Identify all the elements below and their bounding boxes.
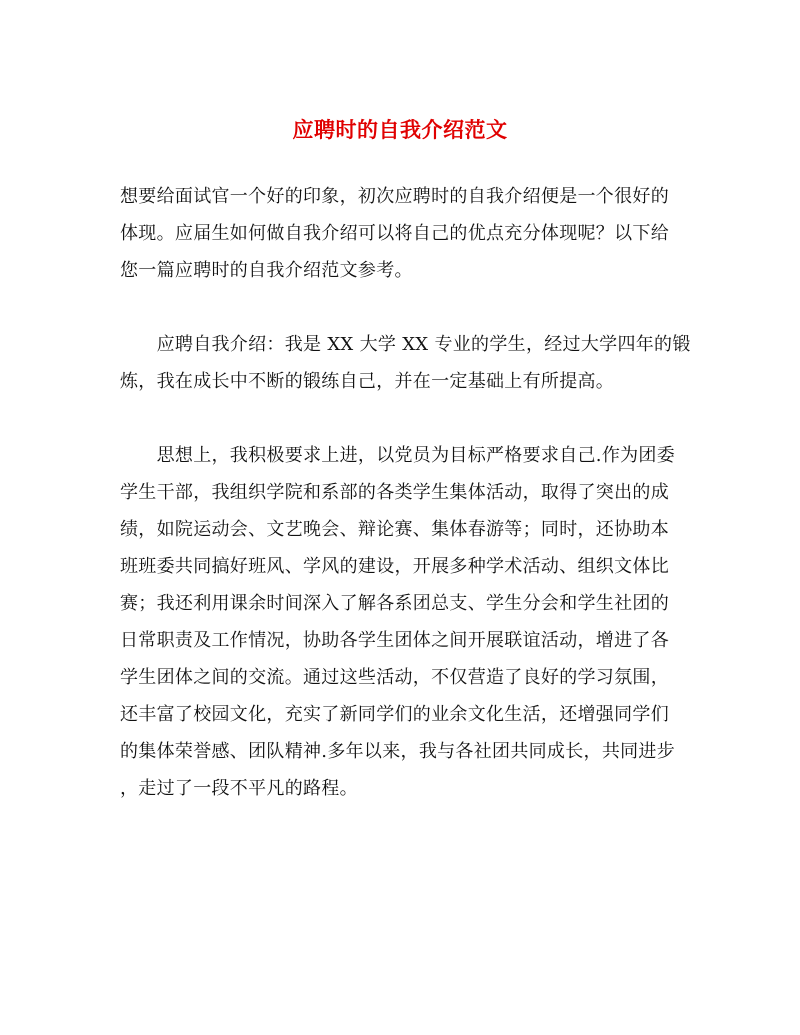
text-line: 班班委共同搞好班风、学风的建设，开展多种学术活动、组织文体比 [120, 556, 669, 577]
text-line: 体现。应届生如何做自我介绍可以将自己的优点充分体现呢？以下给 [120, 223, 669, 244]
document-title: 应聘时的自我介绍范文 [292, 117, 508, 142]
text-line: 想要给面试官一个好的印象，初次应聘时的自我介绍便是一个很好的 [120, 186, 669, 207]
text-line: 应聘自我介绍：我是 XX 大学 XX 专业的学生，经过大学四年的锻 [120, 334, 691, 355]
text-line: ，走过了一段不平凡的路程。 [120, 778, 358, 799]
text-line: 的集体荣誉感、团队精神.多年以来，我与各社团共同成长，共同进步 [120, 741, 676, 762]
document-body [120, 178, 691, 807]
text-line: 还丰富了校园文化，充实了新同学们的业余文化生活，还增强同学们 [120, 704, 669, 725]
text-line: 炼，我在成长中不断的锻练自己，并在一定基础上有所提高。 [120, 371, 615, 392]
paragraph-self-introduction [120, 326, 691, 400]
paragraph-intro [120, 178, 680, 289]
text-line: 日常职责及工作情况，协助各学生团体之间开展联谊活动，增进了各 [120, 630, 669, 651]
paragraph-gap [120, 289, 680, 326]
text-line: 学生团体之间的交流。通过这些活动，不仅营造了良好的学习氛围， [120, 667, 669, 688]
paragraph-gap [120, 400, 680, 437]
paragraph-ideology [120, 437, 680, 807]
text-line: 思想上，我积极要求上进，以党员为目标严格要求自己.作为团委 [120, 445, 676, 466]
text-line: 绩，如院运动会、文艺晚会、辩论赛、集体春游等；同时，还协助本 [120, 519, 669, 540]
text-line: 学生干部，我组织学院和系部的各类学生集体活动，取得了突出的成 [120, 482, 669, 503]
text-line: 您一篇应聘时的自我介绍范文参考。 [120, 260, 413, 281]
text-line: 赛；我还利用课余时间深入了解各系团总支、学生分会和学生社团的 [120, 593, 669, 614]
